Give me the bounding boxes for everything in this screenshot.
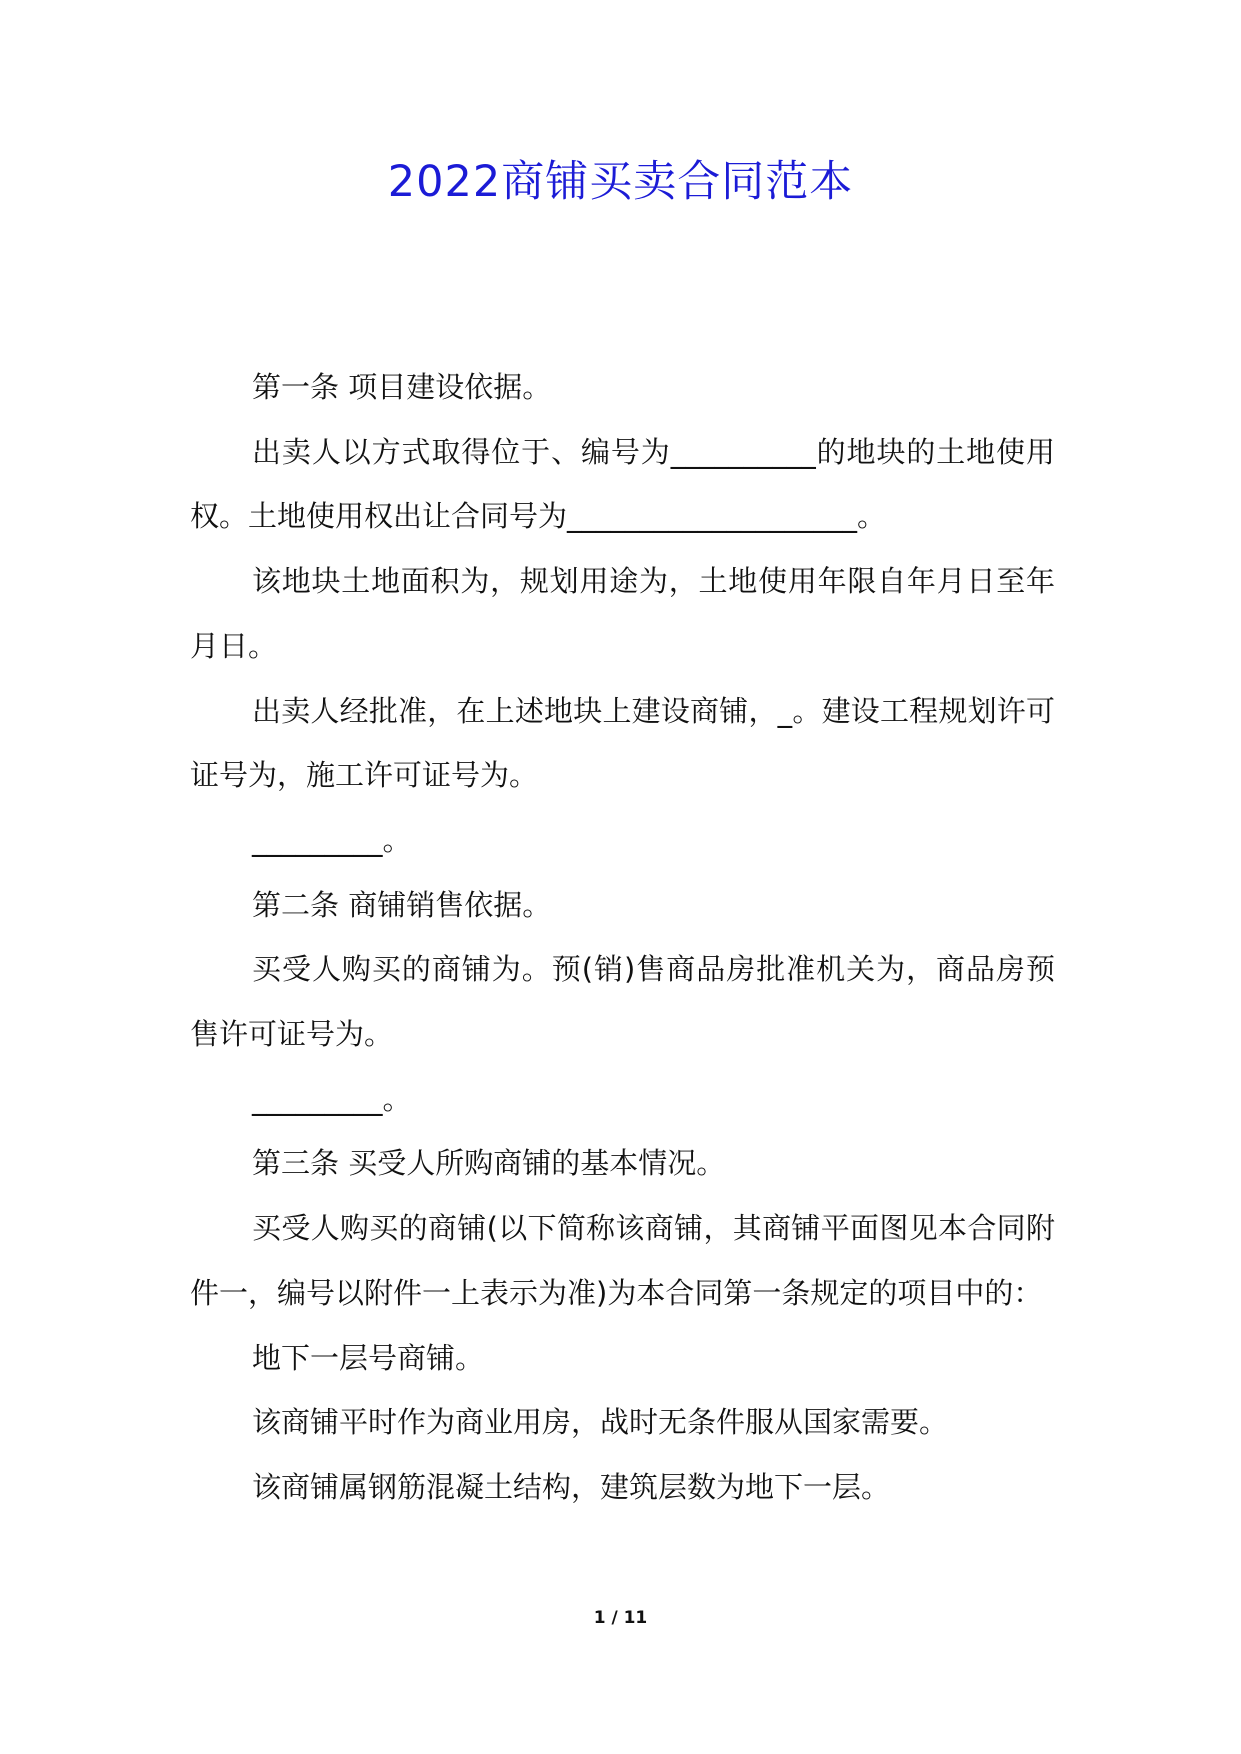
document-title: 2022商铺买卖合同范本: [387, 157, 854, 207]
paragraph-land-use-right: 出卖人以方式取得位于、编号为__________的地块的土地使用权。土地使用权出让合同号为____________________。: [190, 434, 1055, 534]
page-number: 1 / 11: [593, 1608, 648, 1628]
document-body: [190, 355, 1055, 1520]
article-1-heading: 第一条 项目建设依据。: [252, 370, 552, 404]
paragraph-presale-license: 买受人购买的商铺为。预(销)售商品房批准机关为，商品房预售许可证号为。: [190, 952, 1055, 1052]
paragraph-shop-structure: 该商铺属钢筋混凝土结构，建筑层数为地下一层。: [252, 1469, 891, 1504]
paragraph-land-area: 该地块土地面积为，规划用途为，土地使用年限自年月日至年月日。: [190, 564, 1055, 663]
paragraph-shop-usage: 该商铺平时作为商业用房，战时无条件服从国家需要。: [252, 1405, 949, 1440]
paragraph-construction-permit: 出卖人经批准，在上述地块上建设商铺，_。建设工程规划许可证号为，施工许可证号为。: [190, 693, 1055, 793]
article-2-heading: 第二条 商铺销售依据。: [252, 887, 552, 922]
paragraph-shop-description: 买受人购买的商铺(以下简称该商铺，其商铺平面图见本合同附件一，编号以附件一上表示为准)为本合同第一条规定的项目中的：: [190, 1211, 1055, 1310]
blank-line: _________。: [252, 822, 412, 857]
article-3-heading: 第三条 买受人所购商铺的基本情况。: [252, 1146, 726, 1181]
blank-line: _________。: [252, 1081, 412, 1116]
paragraph-shop-number: 地下一层号商铺。: [252, 1340, 485, 1375]
